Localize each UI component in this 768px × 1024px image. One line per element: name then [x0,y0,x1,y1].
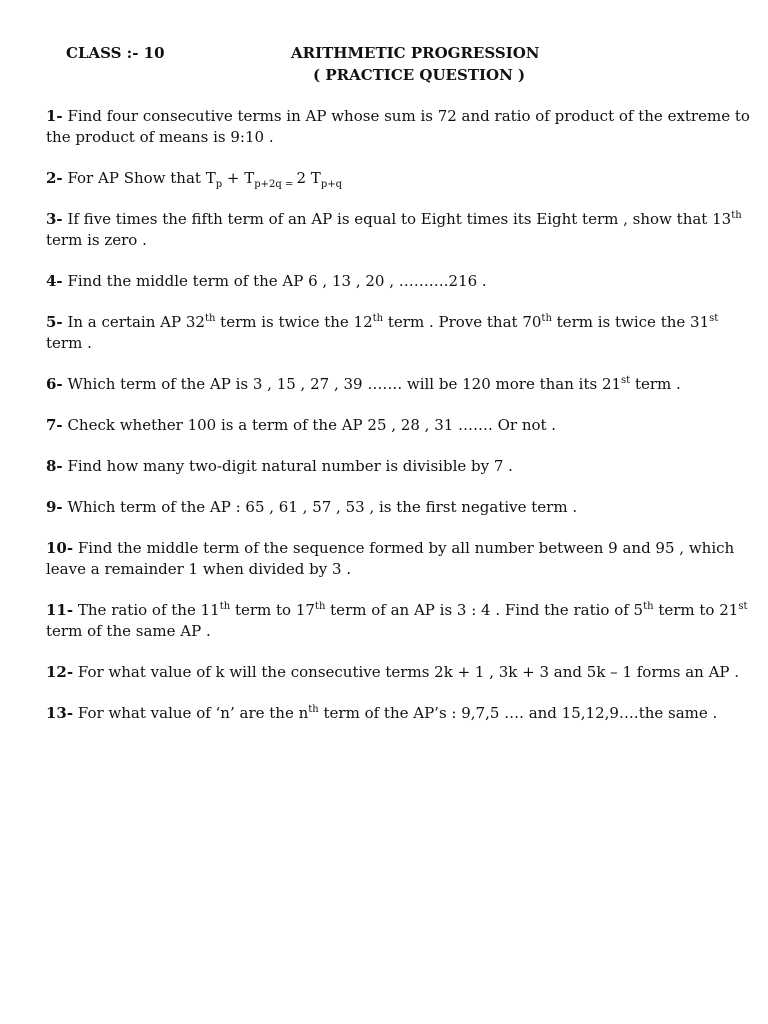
question-item [46,703,751,724]
question-number: 2- [46,169,63,187]
superscript: th [643,601,654,612]
question-text: Which term of the AP is 3 , 15 , 27 , 39 ……. will be 120 more than its 21 [62,375,622,393]
subscript: p+q [320,179,343,190]
question-item [46,456,751,477]
question-item [46,106,751,148]
question-text: Find four consecutive terms in AP whose sum is 72 and ratio of product of the extreme to the product of means is 9:10 . [46,107,750,146]
question-item [46,538,751,580]
question-list [46,106,751,744]
question-text: In a certain AP 32 [62,313,205,331]
subscript: p [215,179,223,190]
superscript: th [541,313,552,324]
question-text: term . [630,375,681,393]
question-number: 6- [46,375,63,393]
question-text: For AP Show that T [62,169,216,187]
question-number: 10- [46,539,74,557]
question-text: For what value of ‘n’ are the n [73,704,309,722]
superscript: st [621,375,631,386]
question-number: 4- [46,272,63,290]
subscript: p+2q = [254,179,297,190]
question-item [46,497,751,518]
question-number: 1- [46,107,63,125]
question-number: 8- [46,457,63,475]
question-number: 13- [46,704,74,722]
question-text: + T [222,169,255,187]
question-text: Find the middle term of the sequence formed by all number between 9 and 95 , which leave a remainder 1 when divided by 3 . [46,539,735,578]
question-item [46,415,751,436]
question-text: Find how many two-digit natural number is divisible by 7 . [62,457,513,475]
question-text: The ratio of the 11 [73,601,220,619]
question-item [46,209,751,251]
question-text: term to 21 [653,601,739,619]
question-item [46,374,751,395]
question-text: For what value of k will the consecutive terms 2k + 1 , 3k + 3 and 5k – 1 forms an AP . [73,663,740,681]
question-item [46,168,751,189]
question-item [46,600,751,642]
question-number: 11- [46,601,74,619]
question-number: 3- [46,210,63,228]
question-text: term of an AP is 3 : 4 . Find the ratio of 5 [325,601,644,619]
question-text: Find the middle term of the AP 6 , 13 , 20 , ……….216 . [62,272,487,290]
question-text: term . Prove that 70 [383,313,542,331]
question-text: term of the same AP . [46,622,211,640]
question-text: Check whether 100 is a term of the AP 25 , 28 , 31 ……. Or not . [62,416,557,434]
question-text: term is zero . [46,231,147,249]
question-item [46,271,751,292]
question-text: term of the AP’s : 9,7,5 …. and 15,12,9….the same . [318,704,718,722]
class-label: CLASS :- 10 [66,44,165,62]
question-item [46,312,751,354]
question-text: term to 17 [230,601,315,619]
question-number: 9- [46,498,63,516]
superscript: th [372,313,384,324]
superscript: th [314,601,326,612]
superscript: th [731,210,742,221]
question-text: 2 T [296,169,321,187]
superscript: th [204,313,216,324]
page-title: ARITHMETIC PROGRESSION [291,44,540,62]
question-number: 7- [46,416,63,434]
question-item [46,662,751,683]
question-text: Which term of the AP : 65 , 61 , 57 , 53 , is the first negative term . [62,498,578,516]
question-number: 5- [46,313,63,331]
question-text: If five times the fifth term of an AP is equal to Eight times its Eight term , show that 13 [62,210,732,228]
question-text: term . [46,334,92,352]
page-subtitle: ( PRACTICE QUESTION ) [313,66,526,84]
superscript: th [219,601,231,612]
superscript: th [308,704,319,715]
question-text: term is twice the 12 [215,313,373,331]
question-text: term is twice the 31 [551,313,710,331]
question-number: 12- [46,663,74,681]
superscript: st [738,601,748,612]
superscript: st [709,313,719,324]
